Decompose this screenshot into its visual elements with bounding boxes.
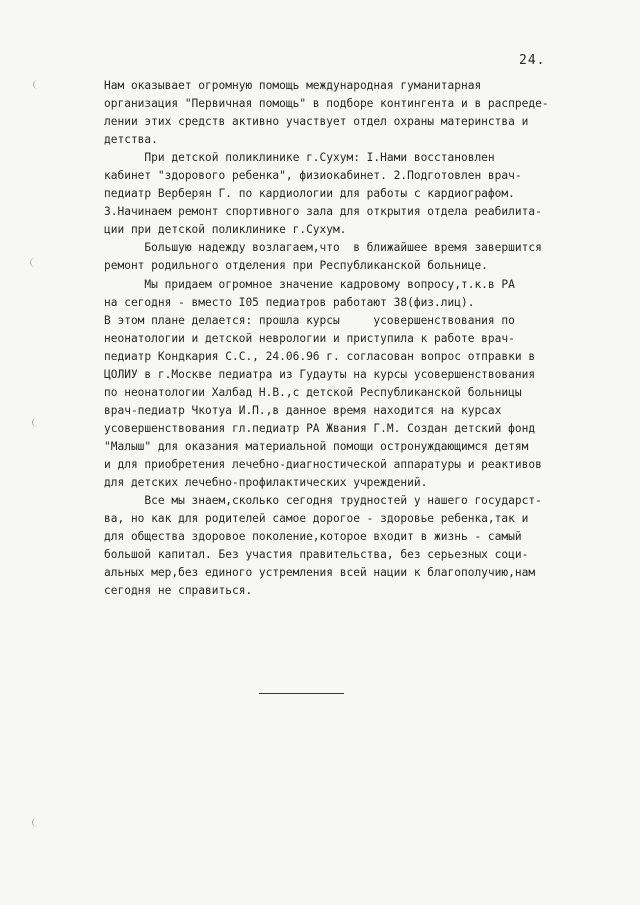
text-line: на сегодня - вместо I05 педиатров работают 38(физ.лиц). (104, 295, 475, 309)
text-line: педиатр Кондкария С.С., 24.06.96 г. согласован вопрос отправки в (104, 349, 536, 363)
text-line: 3.Начинаем ремонт спортивного зала для открытия отдела реабилита- (104, 205, 542, 219)
text-line: Большую надежду возлагаем,что в ближайшее время завершится (104, 241, 542, 255)
text-line: Мы придаем огромное значение кадровому вопросу,т.к.в РА (104, 277, 515, 291)
text-line: ции при детской поликлинике г.Сухум. (104, 223, 347, 237)
text-line: В этом плане делается: прошла курсы усовершенствования по (104, 313, 515, 327)
text-line: большой капитал. Без участия правительства, без серьезных соци- (104, 548, 529, 562)
text-line: Нам оказывает огромную помощь международная гуманитарная (104, 79, 482, 92)
text-line: педиатр Верберян Г. по кардиологии для работы с кардиографом. (104, 187, 515, 201)
text-line: ремонт родильного отделения при Республиканской больнице. (104, 259, 488, 273)
text-line: организация "Первичная помощь" в подборе контингента и в распреде- (104, 97, 549, 111)
text-line: и для приобретения лечебно-диагностической аппаратуры и реактивов (104, 457, 542, 471)
punch-hole-mark (30, 258, 38, 267)
closing-separator-line (259, 693, 344, 694)
text-line: кабинет "здорового ребенка", физиокабинет. 2.Подготовлен врач- (104, 169, 522, 183)
text-line: неонатологии и детской неврологии и приступила к работе врач- (104, 331, 515, 345)
text-line: ва, но как для родителей самое дорогое - здоровье ребенка,так и (104, 512, 529, 526)
page-number: 24. (519, 53, 546, 68)
text-line: Все мы знаем,сколько сегодня трудностей у нашего государст- (104, 494, 542, 508)
punch-hole-mark (33, 80, 41, 89)
text-line: альных мер,без единого устремления всей нации к благополучию,нам (104, 566, 536, 580)
text-line: сегодня не справиться. (104, 584, 253, 598)
body-text (104, 77, 549, 600)
text-line: ЦОЛИУ в г.Москве педиатра из Гудауты на курсы усовершенствования (104, 367, 536, 381)
punch-hole-mark (32, 418, 40, 427)
text-line: "Малыш" для оказания материальной помощи остронуждающимся детям (104, 439, 529, 453)
text-line: по неонатологии Халбад Н.В.,с детской Республиканской больницы (104, 385, 522, 399)
text-line: При детской поликлинике г.Сухум: I.Нами восстановлен (104, 151, 495, 165)
text-line: врач-педиатр Чкотуа И.П.,в данное время находится на курсах (104, 403, 502, 417)
text-line: усовершенствования гл.педиатр РА Жвания Г.М. Создан детский фонд (104, 421, 536, 435)
text-line: детства. (104, 133, 158, 147)
punch-hole-mark (32, 818, 40, 827)
text-line: лении этих средств активно участвует отдел охраны материнства и (104, 115, 529, 129)
text-line: для общества здоровое поколение,которое входит в жизнь - самый (104, 530, 522, 544)
text-line: для детских лечебно-профилактических учреждений. (104, 476, 428, 490)
